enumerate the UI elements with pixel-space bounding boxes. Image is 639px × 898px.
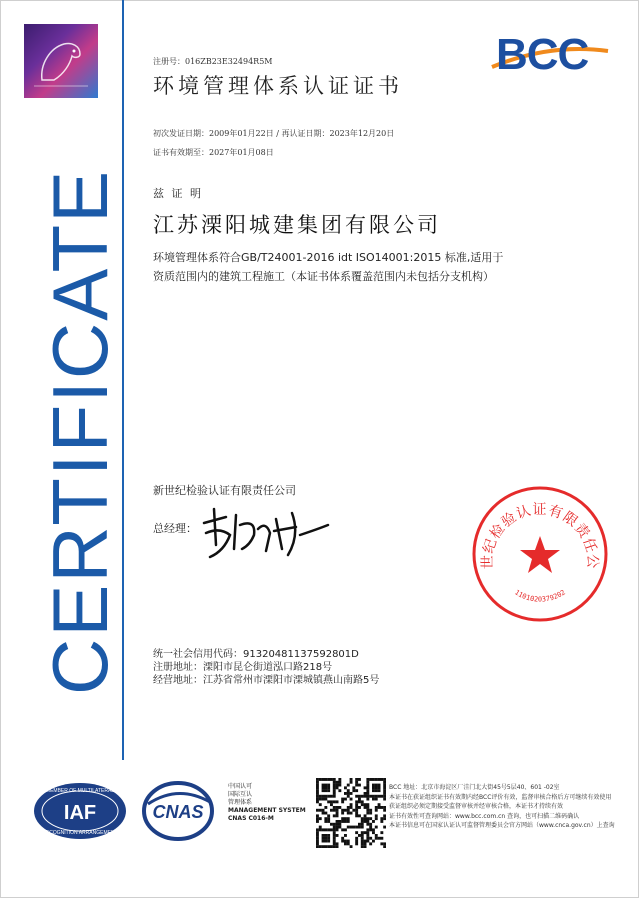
cnas-line-5: CNAS C016-M [228, 815, 274, 822]
registration-number: 注册号：016ZB23E32494R5M [153, 57, 273, 66]
registered-address: 注册地址：溧阳市昆仑街道泓口路218号 [153, 662, 333, 673]
seal-number: 1101020379202 [513, 588, 567, 604]
iaf-logo [32, 781, 128, 845]
footer-line: 证书有效性可查询网站：www.bcc.com.cn 查询，也可扫描二维码确认 [389, 812, 580, 820]
scope-line-2: 资质范围内的建筑工程施工（本证书体系覆盖范围内未包括分支机构） [153, 270, 494, 283]
iaf-bottom-text: RECOGNITION ARRANGEMENT [42, 830, 118, 836]
cnas-line-4: MANAGEMENT SYSTEM [228, 807, 306, 814]
scope-line-1: 环境管理体系符合GB/T24001-2016 idt ISO14001:2015 标准,适用于 [153, 251, 504, 264]
qr-code[interactable] [316, 778, 386, 848]
footer-line: 本证书在获证组织证书有效期内经BCC评价有效，监督审核合格后方可继续有效使用 [389, 793, 612, 801]
iaf-text: IAF [63, 802, 97, 824]
cnas-text: CNAS [152, 802, 204, 822]
company-name: 江苏溧阳城建集团有限公司 [153, 213, 441, 237]
cnas-line-3: 管理体系 [228, 799, 253, 806]
footer-notes [389, 783, 615, 831]
svg-text:1101020379202 [513, 588, 567, 603]
vertical-certificate-word: CERTIFICATE [36, 168, 124, 695]
signature [196, 505, 336, 569]
iaf-top-text: MEMBER OF MULTILATERAL [45, 788, 115, 794]
issue-dates: 初次发证日期：2009年01月22日 / 再认证日期：2023年12月20日 [153, 129, 395, 138]
cnas-line-1: 中国认可 [228, 783, 253, 790]
seal-text: 世纪检验认证有限责任公 [479, 502, 601, 570]
official-seal [470, 484, 610, 624]
operating-address: 经营地址：江苏省常州市溧阳市溧城镇燕山南路5号 [153, 675, 380, 686]
bcc-logo [490, 25, 610, 84]
validity-date: 证书有效期至：2027年01月08日 [153, 148, 274, 157]
cnas-caption [228, 783, 306, 823]
general-manager-label: 总经理： [153, 522, 197, 535]
cnas-line-2: 国际互认 [228, 791, 253, 798]
beaver-logo [24, 24, 98, 98]
bcc-logo-text: BCC [496, 30, 589, 79]
certificate-title: 环境管理体系认证证书 [153, 74, 403, 98]
footer-line: 获证组织必须定期接受监督审核并经审核合格，本证书才持续有效 [389, 803, 564, 810]
footer-line: 本证书信息可在国家认证认可监督管理委员会官方网站（www.cnca.gov.cn）上查询 [389, 822, 615, 829]
certify-label: 兹 证 明 [153, 187, 203, 200]
issuer-name: 新世纪检验认证有限责任公司 [153, 484, 296, 497]
cnas-logo [140, 780, 220, 846]
credit-code: 统一社会信用代码：91320481137592801D [153, 649, 359, 660]
footer-line: BCC 地址：北京市海淀区厂洼门北大街45号5层40、601 -02室 [389, 784, 560, 791]
